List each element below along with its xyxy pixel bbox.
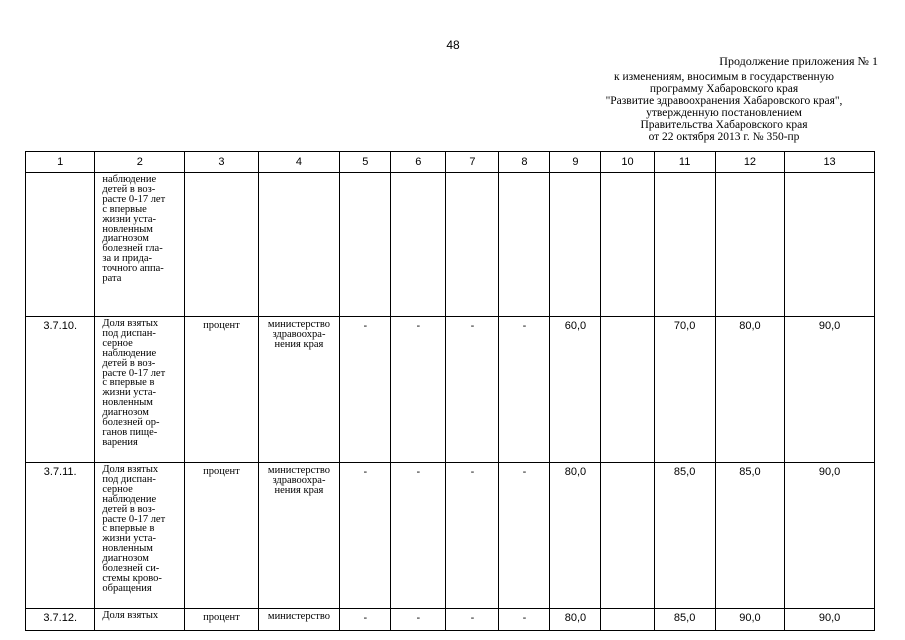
description-line: жизни уста- [102,387,157,399]
value-cell [391,173,446,317]
value-cell: 90,0 [785,463,875,609]
unit-of-measure [185,173,258,317]
appendix-subtitle-line: Правительства Хабаровского края [640,119,808,131]
value-cell [785,173,875,317]
description-line: точного аппа- [102,263,164,275]
executor-line: министерство [267,465,330,476]
description-line: серное [102,483,133,495]
indicator-code: 3.7.10. [26,317,95,463]
column-header: 12 [715,152,784,173]
description-line: наблюдение [102,347,157,359]
value-cell: 80,0 [550,463,601,609]
indicator-code: 3.7.11. [26,463,95,609]
description-line: наблюдение [102,174,157,185]
indicator-description [95,463,185,609]
value-cell [715,173,784,317]
value-cell: 80,0 [550,609,601,631]
column-header: 2 [95,152,185,173]
value-cell [601,173,654,317]
value-cell: 60,0 [550,317,601,463]
column-header: 7 [446,152,499,173]
value-cell: 80,0 [715,317,784,463]
value-cell [340,173,391,317]
value-cell: 85,0 [654,463,715,609]
description-line: варения [102,436,138,448]
description-line: расте 0-17 лет [102,193,166,205]
value-cell: 85,0 [715,463,784,609]
description-line: расте 0-17 лет [102,513,166,525]
column-header: 13 [785,152,875,173]
description-line: Доля взятых [102,464,159,475]
appendix-subtitle-line: "Развитие здравоохранения Хабаровского края", [605,95,843,107]
value-cell: - [499,609,550,631]
table-row [26,173,875,317]
indicator-code: 3.7.12. [26,609,95,631]
value-cell: - [391,317,446,463]
value-cell [601,463,654,609]
description-line: Доля взятых [102,318,159,329]
appendix-subtitle-line: программу Хабаровского края [649,83,799,95]
description-line: ганов пище- [102,426,158,438]
unit-of-measure: процент [185,609,258,631]
table-row [26,317,875,463]
description-line: стемы крово- [102,572,162,584]
description-line: детей в воз- [102,357,156,369]
column-header: 3 [185,152,258,173]
description-line: с впервые в [102,523,155,535]
description-line: новленным [102,223,153,235]
column-header: 6 [391,152,446,173]
table-row [26,463,875,609]
table-row [26,609,875,631]
description-line: обращения [102,582,152,594]
indicators-table [25,151,875,631]
value-cell: - [499,463,550,609]
value-cell: - [446,317,499,463]
value-cell: - [340,463,391,609]
value-cell [446,173,499,317]
responsible-executor [258,609,340,631]
description-line: диагнозом [102,233,149,245]
description-line: новленным [102,397,153,409]
value-cell [601,317,654,463]
value-cell: 90,0 [715,609,784,631]
value-cell: 90,0 [785,317,875,463]
description-line: новленным [102,543,153,555]
description-line: диагнозом [102,407,149,419]
unit-of-measure: процент [185,317,258,463]
value-cell: - [340,609,391,631]
executor-line: министерство [267,611,330,622]
page-number: 48 [446,38,460,52]
indicator-description [95,609,185,631]
value-cell: - [446,463,499,609]
value-cell [550,173,601,317]
description-line: жизни уста- [102,213,157,225]
responsible-executor [258,173,340,317]
executor-line: нения края [274,339,324,350]
description-line: детей в воз- [102,183,156,195]
column-header: 11 [654,152,715,173]
description-line: детей в воз- [102,503,156,515]
description-line: диагнозом [102,553,149,565]
value-cell: 70,0 [654,317,715,463]
value-cell: - [340,317,391,463]
description-line: под диспан- [102,327,156,339]
value-cell: - [499,317,550,463]
appendix-subtitle-line: к изменениям, вносимым в государственную [614,71,834,83]
executor-line: нения края [274,485,324,496]
appendix-subtitle-line: утвержденную постановлением [646,107,802,119]
indicator-description [95,173,185,317]
column-header: 9 [550,152,601,173]
description-line: болезней гла- [102,243,163,255]
column-header: 5 [340,152,391,173]
value-cell: - [446,609,499,631]
description-line: болезней си- [102,563,160,575]
indicator-description [95,317,185,463]
executor-line: здравоохра- [272,475,326,486]
description-line: болезней ор- [102,417,160,429]
description-line: расте 0-17 лет [102,367,166,379]
executor-line: министерство [267,319,330,330]
column-header: 10 [601,152,654,173]
executor-line: здравоохра- [272,329,326,340]
appendix-title: Продолжение приложения № 1 [719,54,878,68]
description-line: жизни уста- [102,533,157,545]
value-cell: - [391,463,446,609]
value-cell: - [391,609,446,631]
value-cell [601,609,654,631]
appendix-subtitle-line: от 22 октября 2013 г. № 350-пр [648,131,800,143]
column-header: 8 [499,152,550,173]
description-line: с впервые в [102,377,155,389]
table-header-row [26,152,875,173]
description-line: под диспан- [102,473,156,485]
responsible-executor [258,463,340,609]
value-cell [654,173,715,317]
value-cell: 90,0 [785,609,875,631]
description-line: Доля взятых [102,610,159,621]
column-header: 1 [26,152,95,173]
description-line: наблюдение [102,493,157,505]
description-line: рата [102,273,122,285]
value-cell: 85,0 [654,609,715,631]
value-cell [499,173,550,317]
unit-of-measure: процент [185,463,258,609]
description-line: с впервые [102,203,147,215]
column-header: 4 [258,152,340,173]
indicator-code [26,173,95,317]
responsible-executor [258,317,340,463]
description-line: за и прида- [102,253,153,265]
description-line: серное [102,337,133,349]
